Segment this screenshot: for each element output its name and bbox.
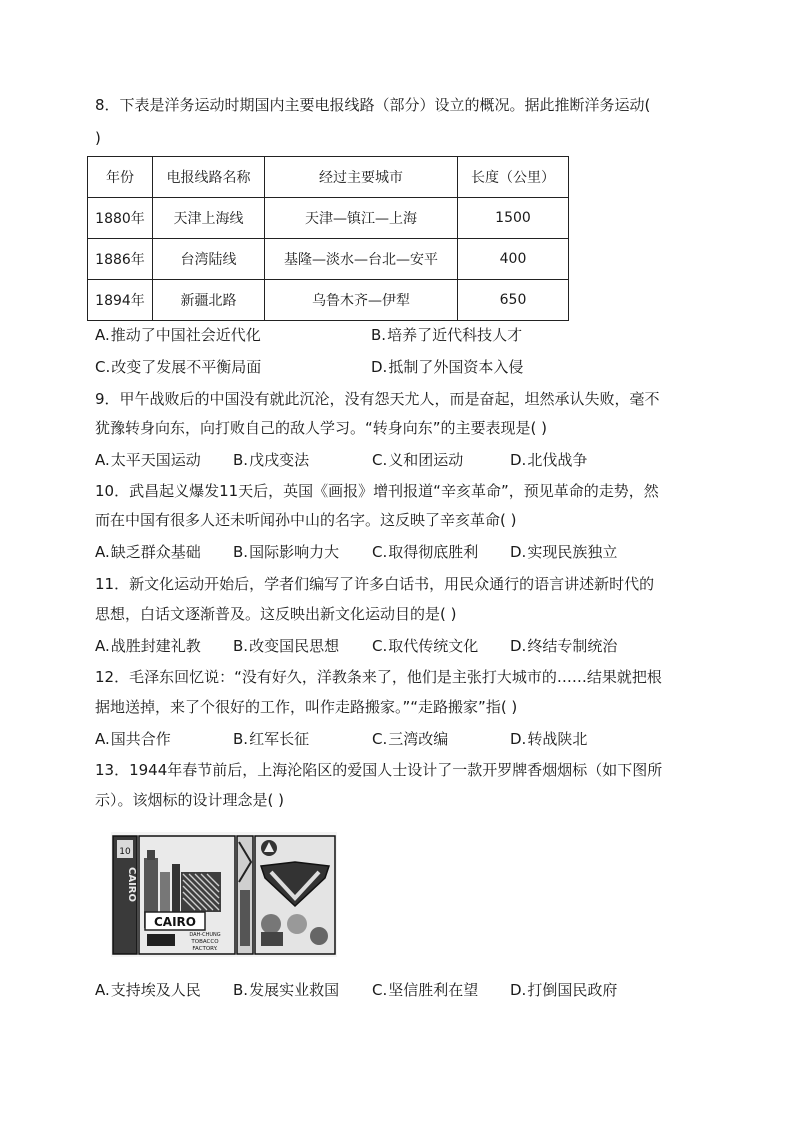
table-cell-length: 650 — [458, 280, 569, 321]
q10-option-c[interactable]: C.取得彻底胜利 — [372, 543, 479, 561]
q12-options — [95, 729, 695, 749]
q11-stem-line1: 11．新文化运动开始后，学者们编写了许多白话书，用民众通行的语言讲述新时代的 — [95, 575, 655, 593]
q8-stem-line2: ) — [95, 129, 101, 147]
q8-option-a[interactable]: A.推动了中国社会近代化 — [95, 326, 261, 344]
q11-options — [95, 636, 695, 656]
table-header-cell: 长度（公里） — [458, 157, 569, 198]
q8-options — [95, 325, 695, 345]
q9-option-b[interactable]: B.戊戌变法 — [233, 451, 310, 469]
factory-text-3: FACTORY. — [192, 946, 218, 952]
table-header-cell: 经过主要城市 — [265, 157, 458, 198]
q11-option-a[interactable]: A.战胜封建礼教 — [95, 637, 201, 655]
q8-option-d[interactable]: D.抵制了外国资本入侵 — [371, 358, 524, 376]
q8-option-c[interactable]: C.改变了发展不平衡局面 — [95, 358, 262, 376]
q10-stem-line2: 而在中国有很多人还未听闻孙中山的名字。这反映了辛亥革命( ) — [95, 511, 517, 529]
q9-options — [95, 450, 695, 470]
q11-stem-line2: 思想，白话文逐渐普及。这反映出新文化运动目的是( ) — [95, 605, 457, 623]
q10-option-b[interactable]: B.国际影响力大 — [233, 543, 340, 561]
q12-stem-line1: 12．毛泽东回忆说：“没有好久，洋教条来了，他们是主张打大城市的……结果就把根 — [95, 668, 662, 686]
q12-option-b[interactable]: B.红军长征 — [233, 730, 310, 748]
table-cell-year: 1880年 — [88, 198, 153, 239]
q9-option-c[interactable]: C.义和团运动 — [372, 451, 464, 469]
table-cell-year: 1894年 — [88, 280, 153, 321]
q13-stem-line1: 13．1944年春节前后，上海沦陷区的爱国人士设计了一款开罗牌香烟烟标（如下图所 — [95, 761, 663, 779]
svg-text:10: 10 — [119, 847, 131, 857]
q9-stem-line1: 9．甲午战败后的中国没有就此沉沦，没有怨天尤人，而是奋起，坦然承认失败，毫不 — [95, 390, 660, 408]
q12-option-a[interactable]: A.国共合作 — [95, 730, 171, 748]
table-cell-cities: 乌鲁木齐—伊犁 — [265, 280, 458, 321]
table-header-cell: 年份 — [88, 157, 153, 198]
q9-option-a[interactable]: A.太平天国运动 — [95, 451, 201, 469]
table-header-cell: 电报线路名称 — [153, 157, 265, 198]
q11-option-c[interactable]: C.取代传统文化 — [372, 637, 479, 655]
q10-option-d[interactable]: D.实现民族独立 — [510, 543, 618, 561]
table-cell-line-name: 台湾陆线 — [153, 239, 265, 280]
table-cell-length: 400 — [458, 239, 569, 280]
table-cell-line-name: 新疆北路 — [153, 280, 265, 321]
factory-text-2: TOBACCO — [191, 939, 219, 945]
q13-option-c[interactable]: C.坚信胜利在望 — [372, 981, 479, 999]
table-cell-length: 1500 — [458, 198, 569, 239]
telegraph-table — [87, 156, 569, 321]
table-row — [88, 198, 569, 239]
q10-options — [95, 542, 695, 562]
q9-option-d[interactable]: D.北伐战争 — [510, 451, 588, 469]
table-row — [88, 239, 569, 280]
table-cell-cities: 基隆—淡水—台北—安平 — [265, 239, 458, 280]
q13-option-b[interactable]: B.发展实业救国 — [233, 981, 340, 999]
factory-text-1: DAH-CHUNG — [189, 932, 221, 938]
q9-stem-line2: 犹豫转身向东，向打败自己的敌人学习。“转身向东”的主要表现是( ) — [95, 419, 548, 437]
q10-stem-line1: 10．武昌起义爆发11天后，英国《画报》增刊报道“辛亥革命”，预见革命的走势，然 — [95, 482, 659, 500]
q10-option-a[interactable]: A.缺乏群众基础 — [95, 543, 201, 561]
q11-option-b[interactable]: B.改变国民思想 — [233, 637, 340, 655]
q11-option-d[interactable]: D.终结专制统治 — [510, 637, 618, 655]
table-cell-line-name: 天津上海线 — [153, 198, 265, 239]
q13-options — [95, 980, 695, 1000]
cairo-brand-text: CAIRO — [154, 915, 196, 929]
q12-option-c[interactable]: C.三湾改编 — [372, 730, 449, 748]
q13-option-a[interactable]: A.支持埃及人民 — [95, 981, 201, 999]
cigarette-label-image — [111, 832, 337, 957]
q13-option-d[interactable]: D.打倒国民政府 — [510, 981, 618, 999]
table-header-row — [88, 157, 569, 198]
table-row — [88, 280, 569, 321]
table-cell-year: 1886年 — [88, 239, 153, 280]
table-cell-cities: 天津—镇江—上海 — [265, 198, 458, 239]
q12-option-d[interactable]: D.转战陕北 — [510, 730, 588, 748]
cairo-vertical-text: CAIRO — [126, 867, 137, 902]
q13-stem-line2: 示）。该烟标的设计理念是( ) — [95, 791, 284, 809]
q8-option-b[interactable]: B.培养了近代科技人才 — [371, 326, 523, 344]
q8-stem-line1: 8．下表是洋务运动时期国内主要电报线路（部分）设立的概况。据此推断洋务运动( — [95, 96, 651, 114]
q12-stem-line2: 据地送掉，来了个很好的工作，叫作走路搬家。”“走路搬家”指( ) — [95, 698, 518, 716]
q8-options-row2 — [95, 357, 695, 377]
